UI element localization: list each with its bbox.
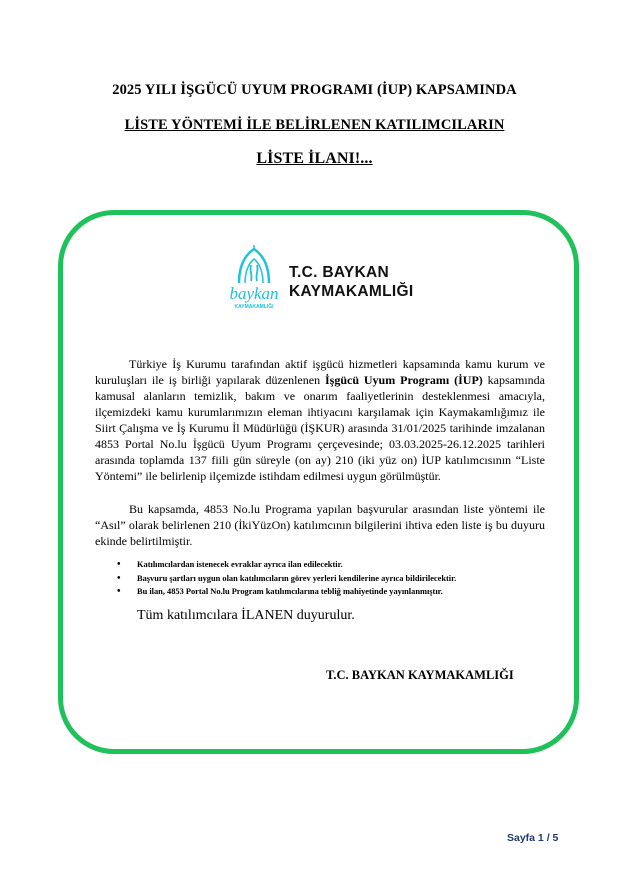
p1-text-a: Türkiye İş Kurumu tarafından aktif işgücü hizmetleri kapsamında kamu kurum ve kuruluşları ile iş birliği yapılarak düzenlenen	[95, 357, 545, 387]
list-item: • Katılımcılardan istenecek evraklar ayrıca ilan edilecektir.	[137, 558, 456, 572]
notes-list	[137, 558, 456, 599]
list-item: • Başvuru şartları uygun olan katılımcıların görev yerleri kendilerine ayrıca bildirilecektir.	[137, 572, 456, 586]
emblem-subtext: KAYMAKAMLIĞI	[234, 304, 274, 310]
logo-name-line-2: KAYMAKAMLIĞI	[289, 283, 414, 300]
logo-name-line-1: T.C. BAYKAN	[289, 264, 390, 281]
body-paragraph-2	[95, 501, 545, 549]
title-line-2: LİSTE YÖNTEMİ İLE BELİRLENEN KATILIMCILARIN	[124, 117, 505, 133]
list-item: • Bu ilan, 4853 Portal No.lu Program katılımcılarına tebliğ mahiyetinde yayınlanmıştır.	[137, 585, 456, 599]
signature: T.C. BAYKAN KAYMAKAMLIĞI	[326, 668, 514, 682]
p1-text-b: kapsamında kamusal alanların temizlik, bakım ve onarım faaliyetlerinin desteklenmesi amacıyla, ilçemizdeki kamu kurumlarımızın eleman ihtiyacını karşılamak için Kaymakamlığımız ile Siirt Çalışma ve İş Kurumu İl Müdürlüğü (İŞKUR) arasında 31/01/2025 tarihinde imzalanan 4853 Portal No.lu İşgücü Uyum Programı çerçevesinde; 03.03.2025-26.12.2025 tarihleri arasında toplamda 137 fiili gün süreyle (on ay) 210 (iki yüz on) İUP katılımcısının “Liste Yöntemi” ile belirlenip ilçemizde istihdam edilmesi uygun görülmüştür.	[95, 373, 545, 483]
baykan-emblem-icon	[225, 241, 283, 311]
title-line-1: 2025 YILI İŞGÜCÜ UYUM PROGRAMI (İUP) KAPSAMINDA	[112, 82, 517, 98]
page-number: Sayfa 1 / 5	[507, 832, 559, 844]
body-paragraph-1	[95, 356, 545, 484]
closing-line: Tüm katılımcılara İLANEN duyurulur.	[137, 608, 355, 623]
emblem-text: baykan	[229, 284, 279, 303]
title-line-3: LİSTE İLANI!...	[256, 150, 373, 167]
p2-text: Bu kapsamda, 4853 No.lu Programa yapılan başvurular arasından liste yöntemi ile “Asıl” olarak belirlenen 210 (İkiYüzOn) katılımcının bilgilerini ihtiva eden liste iş bu duyuru ekinde belirtilmiştir.	[95, 502, 545, 548]
p1-program-name: İşgücü Uyum Programı (İUP)	[324, 373, 483, 387]
